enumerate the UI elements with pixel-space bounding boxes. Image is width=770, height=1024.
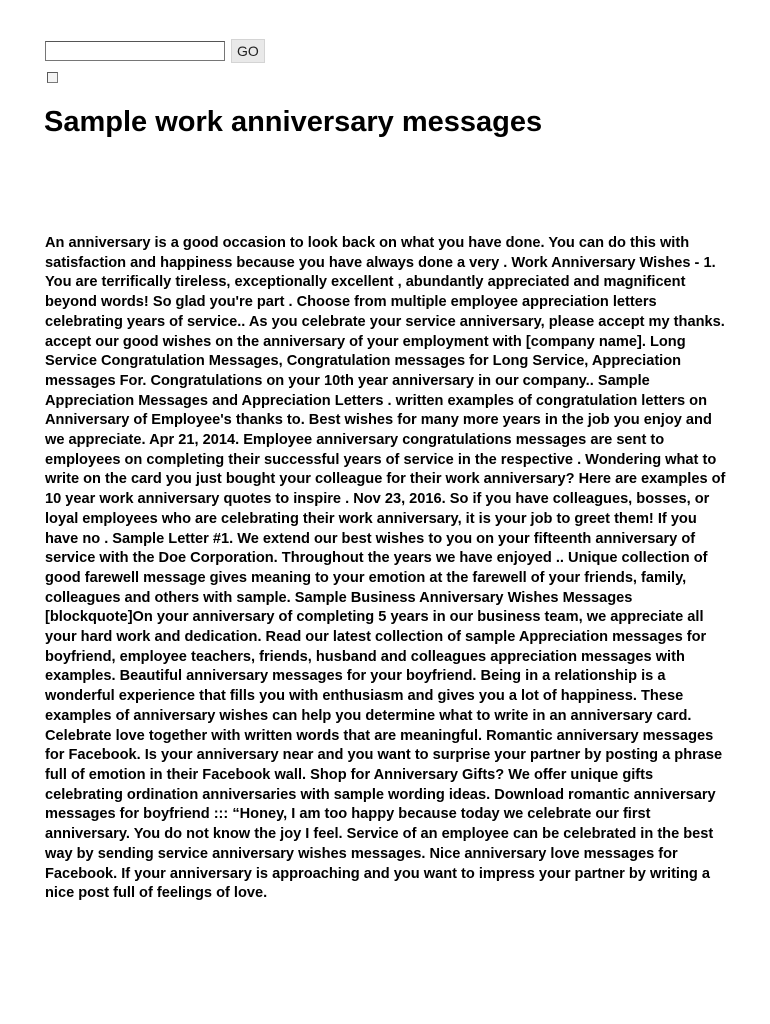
article-body: An anniversary is a good occasion to look back on what you have done. You can do this with satisfaction and happiness because you have always done a very . Work Anniversary Wishes - 1. You are terrifically tireless, exceptionally excellent , abundantly appreciated and magnificent beyond words! So glad you're part . Choose from multiple employee appreciation letters celebrating years of service.. As you celebrate your service anniversary, please accept my thanks. accept our good wishes on the anniversary of your employment with [company name]. Long Service Congratulation Messages, Congratulation messages for Long Service, Appreciation messages For. Congratulations on your 10th year anniversary in our company.. Sample Appreciation Messages and Appreciation Letters . written examples of congratulation letters on Anniversary of Employee's thanks to. Best wishes for many more years in the job you enjoy and we appreciate. Apr 21, 2014. Employee anniversary congratulations messages are sent to employees on completing their successful years of service in the respective . Wondering what to write on the card you just bought your colleague for their work anniversary? Here are examples of 10 year work anniversary quotes to inspire . Nov 23, 2016. So if you have colleagues, bosses, or loyal employees who are celebrating their work anniversary, it is your job to greet them! If you have no . Sample Letter #1. We extend our best wishes to you on your fifteenth anniversary of service with the Doe Corporation. Throughout the years we have enjoyed .. Unique collection of good farewell message gives meaning to your emotion at the farewell of your friends, family, colleagues and others with sample. Sample Business Anniversary Wishes Messages [blockquote]On your anniversary of completing 5 years in our business team, we appreciate all your hard work and dedication. Read our latest collection of sample Appreciation messages for boyfriend, employee teachers, friends, husband and colleagues appreciation messages with examples. Beautiful anniversary messages for your boyfriend. Being in a relationship is a wonderful experience that fills you with enthusiasm and gives you a lot of happiness. These examples of anniversary wishes can help you determine what to write in an anniversary card. Celebrate love together with written words that are meaningful. Romantic anniversary messages for Facebook. Is your anniversary near and you want to surprise your partner by posting a phrase full of emotion in their Facebook wall. Shop for Anniversary Gifts? We offer unique gifts celebrating ordination anniversaries with sample wording ideas. Download romantic anniversary messages for boyfriend ::: “Honey, I am too happy because today we celebrate our first anniversary. You do not know the joy I feel. Service of an employee can be celebrated in the best way by sending service anniversary wishes messages. Nice anniversary love messages for Facebook. If your anniversary is approaching and you want to impress your partner by writing a nice post full of feelings of love.: [45, 235, 726, 902]
checkbox[interactable]: [47, 72, 58, 83]
go-button[interactable]: GO: [231, 39, 265, 63]
page-title: Sample work anniversary messages: [44, 106, 543, 138]
search-input[interactable]: [45, 41, 225, 61]
search-bar: [45, 39, 265, 63]
